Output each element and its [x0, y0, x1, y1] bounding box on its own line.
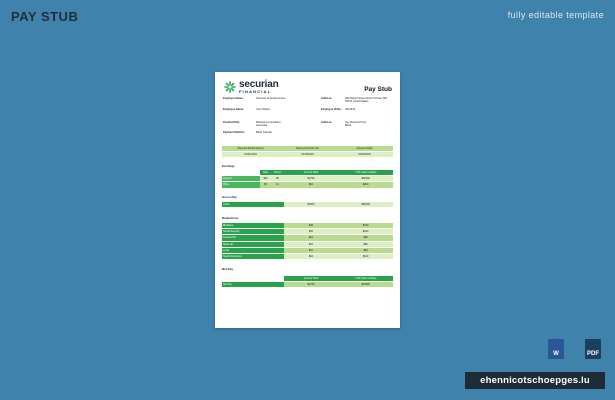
employee-name-label: Employee Name:	[223, 108, 244, 111]
table-cell: Health Insurance	[222, 253, 284, 259]
table-cell: $34080	[338, 282, 393, 288]
pdf-file-icon[interactable]: PDF	[585, 339, 601, 359]
table-cell: Net Pay	[222, 282, 284, 288]
table-cell: 04/01/2023	[222, 152, 279, 158]
table-cell: 04/15/2023	[279, 152, 336, 158]
table-cell: $120	[338, 253, 393, 259]
table-cell: $10	[284, 247, 339, 253]
table-cell: $720	[338, 223, 393, 229]
table-header-cell: Payment Period (From)	[222, 146, 279, 152]
table-cell: Regular	[222, 176, 260, 182]
employer-address-row	[321, 97, 393, 103]
employer-name-row	[223, 97, 306, 100]
table-cell: $10	[284, 241, 339, 247]
employee-id-value: 0542919	[345, 108, 356, 111]
securian-logo-icon	[224, 81, 236, 93]
word-file-icon[interactable]: W	[548, 339, 564, 359]
table-cell: 80	[272, 176, 284, 182]
table-cell: $1750	[284, 282, 339, 288]
payment-method-value: Bank Transfer	[256, 131, 273, 134]
table-header-cell: Payment Date	[336, 146, 393, 152]
table-cell: $40	[284, 223, 339, 229]
table-cell: Local	[222, 247, 284, 253]
employer-name-label: Employer Name:	[223, 97, 244, 100]
table-header-cell: YTD (Year-to-Date)	[338, 276, 393, 282]
employee-name-row	[223, 108, 306, 111]
employee-name-value: John Wilson	[256, 108, 271, 111]
payment-method-row	[223, 131, 296, 134]
employee-id-row	[321, 108, 385, 111]
table-cell: $200	[338, 182, 393, 188]
position-label: Position/Title:	[223, 121, 241, 124]
table-cell: $240	[338, 229, 393, 235]
employer-address-label: Address:	[321, 97, 333, 100]
earnings-table	[222, 170, 393, 189]
table-row	[222, 202, 393, 208]
payment-period-table	[222, 146, 393, 158]
logo-name: securian	[239, 79, 279, 90]
page-title: PAY STUB	[11, 9, 79, 24]
employee-id-label: Employee ID No.:	[321, 108, 343, 111]
table-cell: Other	[222, 182, 260, 188]
table-cell: $10	[284, 253, 339, 259]
earnings-section-title: Earnings	[222, 164, 235, 168]
employee-address-label: Address:	[321, 121, 333, 124]
table-header-cell: Current Total	[284, 170, 339, 176]
table-cell: $80	[338, 235, 393, 241]
table-cell: $20	[284, 229, 339, 235]
table-cell: $1760	[284, 176, 339, 182]
deductions-table	[222, 223, 393, 260]
employee-address-value: Any Road 123 Any Block	[345, 121, 367, 128]
table-row	[222, 253, 393, 259]
table-cell: Gross	[222, 202, 284, 208]
table-header-cell: Hours	[272, 170, 284, 176]
table-cell: $80	[338, 247, 393, 253]
net-pay-section-title: Net Pay	[222, 267, 234, 271]
table-row	[222, 282, 393, 288]
table-cell: $10	[284, 235, 339, 241]
table-cell: 04/15/2023	[336, 152, 393, 158]
table-cell: $20	[260, 176, 272, 182]
employer-name-value: Securian Financial Group	[256, 97, 286, 100]
page-subtitle: fully editable template	[507, 10, 604, 20]
table-cell: $1900	[284, 202, 339, 208]
employee-address-row	[321, 121, 371, 127]
table-cell: $35200	[338, 176, 393, 182]
company-logo	[224, 80, 279, 94]
watermark-banner: ehennicotschoepges.lu	[465, 372, 605, 389]
table-cell: $10	[284, 182, 339, 188]
table-row	[222, 152, 393, 158]
table-cell: $80	[338, 241, 393, 247]
table-cell: $5	[260, 182, 272, 188]
gross-pay-table	[222, 202, 393, 208]
table-header-cell: Current Total	[284, 276, 339, 282]
deductions-section-title: Deductions	[222, 216, 239, 220]
table-header-cell: Rate	[260, 170, 272, 176]
table-cell: State Tax	[222, 241, 284, 247]
table-header-cell: Payment Period (To)	[279, 146, 336, 152]
document-title: Pay Stub	[364, 86, 392, 93]
net-pay-table	[222, 276, 393, 288]
table-cell: Social Security	[222, 229, 284, 235]
position-row	[223, 121, 290, 127]
table-cell: Medicare	[222, 223, 284, 229]
table-cell: $35400	[338, 202, 393, 208]
table-cell: Federal Tax	[222, 235, 284, 241]
table-header-cell: YTD (Year-to-Date)	[338, 170, 393, 176]
employer-address-value: 400 Robert Street North St Paul, MN 55101 United States	[345, 97, 388, 104]
payment-method-label: Payment Method:	[223, 131, 245, 134]
table-cell: 10	[272, 182, 284, 188]
position-value: Marketing Consultant Associate	[256, 121, 281, 128]
gross-pay-section-title: Gross Pay	[222, 195, 237, 199]
table-row	[222, 182, 393, 188]
pay-stub-document	[215, 72, 400, 328]
logo-tagline: FINANCIAL	[239, 89, 272, 94]
